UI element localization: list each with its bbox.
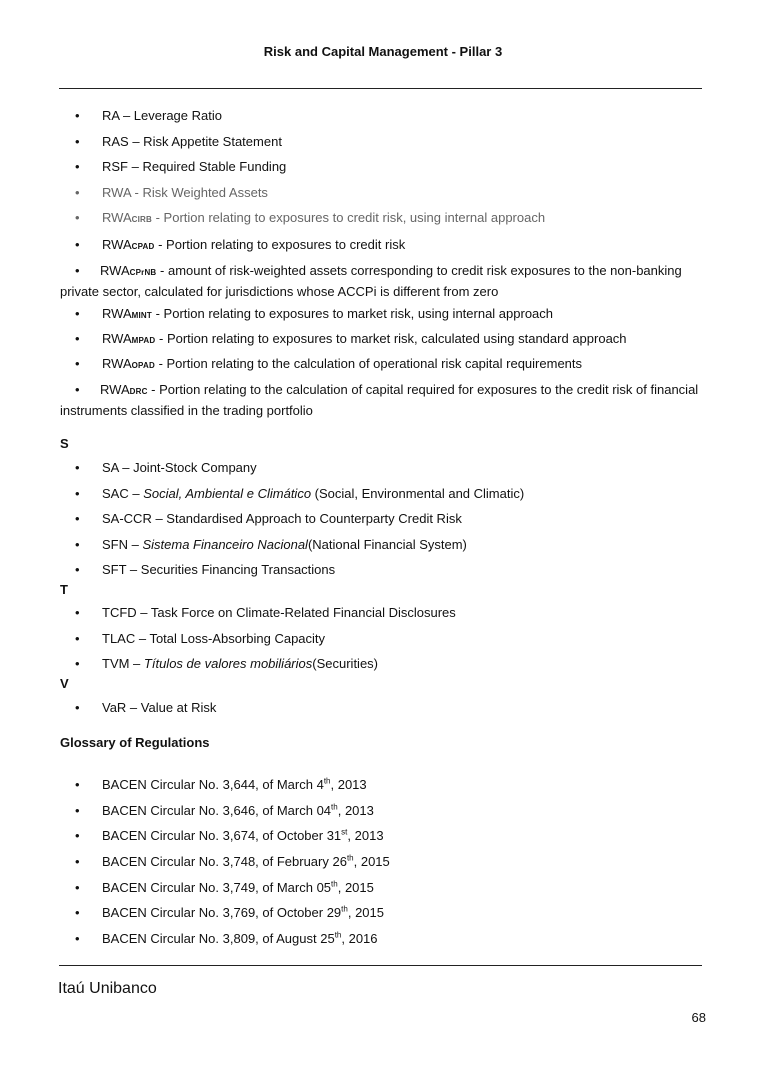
bullet: • xyxy=(75,905,80,920)
list-item-text: RWA - Risk Weighted Assets xyxy=(102,185,268,200)
footer-divider xyxy=(59,965,702,966)
list-item-text: RWACPAD - Portion relating to exposures to credit risk xyxy=(102,237,406,252)
bullet: • xyxy=(75,931,80,946)
regulation-item xyxy=(62,826,702,845)
bullet: • xyxy=(75,237,80,252)
list-item-sac xyxy=(62,484,702,503)
section-letter-v: V xyxy=(60,676,69,691)
list-item-text: BACEN Circular No. 3,646, of March 04th, 2013 xyxy=(102,802,374,818)
list-item-sft xyxy=(62,560,702,579)
bullet: • xyxy=(75,210,80,225)
regulation-item xyxy=(62,929,702,948)
list-item-text: TVM – Títulos de valores mobiliários(Securities) xyxy=(102,656,379,671)
bullet: • xyxy=(75,777,80,792)
list-item-ras xyxy=(62,132,702,151)
bullet: • xyxy=(75,331,80,346)
list-item-text: BACEN Circular No. 3,769, of October 29th, 2015 xyxy=(102,904,384,920)
bullet: • xyxy=(75,356,80,371)
bullet: • xyxy=(75,656,80,671)
bullet: • xyxy=(75,306,80,321)
list-item-text: RWADRC - Portion relating to the calculation of capital required for exposures to the credit risk of financial instruments classified in the trading portfolio xyxy=(60,382,699,418)
list-item-text: BACEN Circular No. 3,674, of October 31st, 2013 xyxy=(102,827,384,843)
list-item-text: RWACIRB - Portion relating to exposures to credit risk, using internal approach xyxy=(102,210,546,225)
subscript: MPAD xyxy=(131,336,156,345)
list-item-rwacprnb xyxy=(62,261,702,301)
bullet: • xyxy=(75,537,80,552)
header-divider xyxy=(59,88,702,89)
regulation-item xyxy=(62,775,702,794)
bullet: • xyxy=(75,185,80,200)
list-item-var xyxy=(62,698,702,717)
subscript: CPAD xyxy=(131,242,155,251)
list-item-text: BACEN Circular No. 3,644, of March 4th, 2013 xyxy=(102,776,367,792)
bullet: • xyxy=(75,880,80,895)
section-letter-t: T xyxy=(60,582,68,597)
bullet: • xyxy=(75,460,80,475)
list-item-text: RWAMPAD - Portion relating to exposures to market risk, calculated using standard approach xyxy=(102,331,627,346)
list-item-text: SA – Joint-Stock Company xyxy=(102,460,257,475)
section-title-regulations: Glossary of Regulations xyxy=(60,735,210,750)
bullet: • xyxy=(75,263,80,278)
list-item-tvm xyxy=(62,654,702,673)
list-item-rwadrc xyxy=(62,380,702,420)
list-item-text: BACEN Circular No. 3,749, of March 05th, 2015 xyxy=(102,879,374,895)
bullet: • xyxy=(75,631,80,646)
list-item-sa xyxy=(62,458,702,477)
bullet: • xyxy=(75,382,80,397)
bullet: • xyxy=(75,700,80,715)
list-item-rwacirb xyxy=(62,208,702,229)
list-item-text: SAC – Social, Ambiental e Climático (Social, Environmental and Climatic) xyxy=(102,486,525,501)
list-item-text: RA – Leverage Ratio xyxy=(102,108,222,123)
subscript: MINT xyxy=(131,311,152,320)
list-item-sfn xyxy=(62,535,702,554)
subscript: CPrNB xyxy=(129,268,157,277)
list-item-text: SFN – Sistema Financeiro Nacional(National Financial System) xyxy=(102,537,467,552)
bullet: • xyxy=(75,562,80,577)
list-item-text: SA-CCR – Standardised Approach to Counterparty Credit Risk xyxy=(102,511,462,526)
bullet: • xyxy=(75,108,80,123)
bullet: • xyxy=(75,486,80,501)
list-item-saccr xyxy=(62,509,702,528)
list-item-text: BACEN Circular No. 3,748, of February 26th, 2015 xyxy=(102,853,390,869)
bullet: • xyxy=(75,511,80,526)
bullet: • xyxy=(75,828,80,843)
list-item-text: RAS – Risk Appetite Statement xyxy=(102,134,282,149)
subscript: CIRB xyxy=(131,215,152,224)
list-item-rwa xyxy=(62,183,702,202)
list-item-text: TLAC – Total Loss-Absorbing Capacity xyxy=(102,631,326,646)
list-item-text: BACEN Circular No. 3,809, of August 25th, 2016 xyxy=(102,930,378,946)
list-item-rwampad xyxy=(62,329,702,350)
list-item-text: RSF – Required Stable Funding xyxy=(102,159,287,174)
list-item-rwacpad xyxy=(62,235,702,256)
section-letter-s: S xyxy=(60,436,69,451)
bullet: • xyxy=(75,134,80,149)
page-header-title: Risk and Capital Management - Pillar 3 xyxy=(263,44,503,59)
regulation-item xyxy=(62,903,702,922)
regulation-item xyxy=(62,878,702,897)
list-item-text: RWAOPAD - Portion relating to the calculation of operational risk capital requirements xyxy=(102,356,583,371)
list-item-rwaopad xyxy=(62,354,702,375)
list-item-rsf xyxy=(62,157,702,176)
list-item-ra xyxy=(62,106,702,125)
footer-brand: Itaú Unibanco xyxy=(58,980,157,997)
page-number: 68 xyxy=(691,1010,706,1025)
bullet: • xyxy=(75,803,80,818)
regulation-item xyxy=(62,852,702,871)
list-item-text: VaR – Value at Risk xyxy=(102,700,217,715)
list-item-text: TCFD – Task Force on Climate-Related Financial Disclosures xyxy=(102,605,456,620)
subscript: OPAD xyxy=(131,361,155,370)
bullet: • xyxy=(75,159,80,174)
list-item-text: RWAMINT - Portion relating to exposures to market risk, using internal approach xyxy=(102,306,554,321)
subscript: DRC xyxy=(129,387,148,396)
list-item-text: SFT – Securities Financing Transactions xyxy=(102,562,336,577)
list-item-text: RWACPrNB - amount of risk-weighted assets corresponding to credit risk exposures to the non-banking private sector, calculated for jurisdictions whose ACCPi is different from zero xyxy=(60,263,682,299)
list-item-tcfd xyxy=(62,603,702,622)
regulation-item xyxy=(62,801,702,820)
list-item-rwamint xyxy=(62,304,702,325)
bullet: • xyxy=(75,854,80,869)
bullet: • xyxy=(75,605,80,620)
list-item-tlac xyxy=(62,629,702,648)
